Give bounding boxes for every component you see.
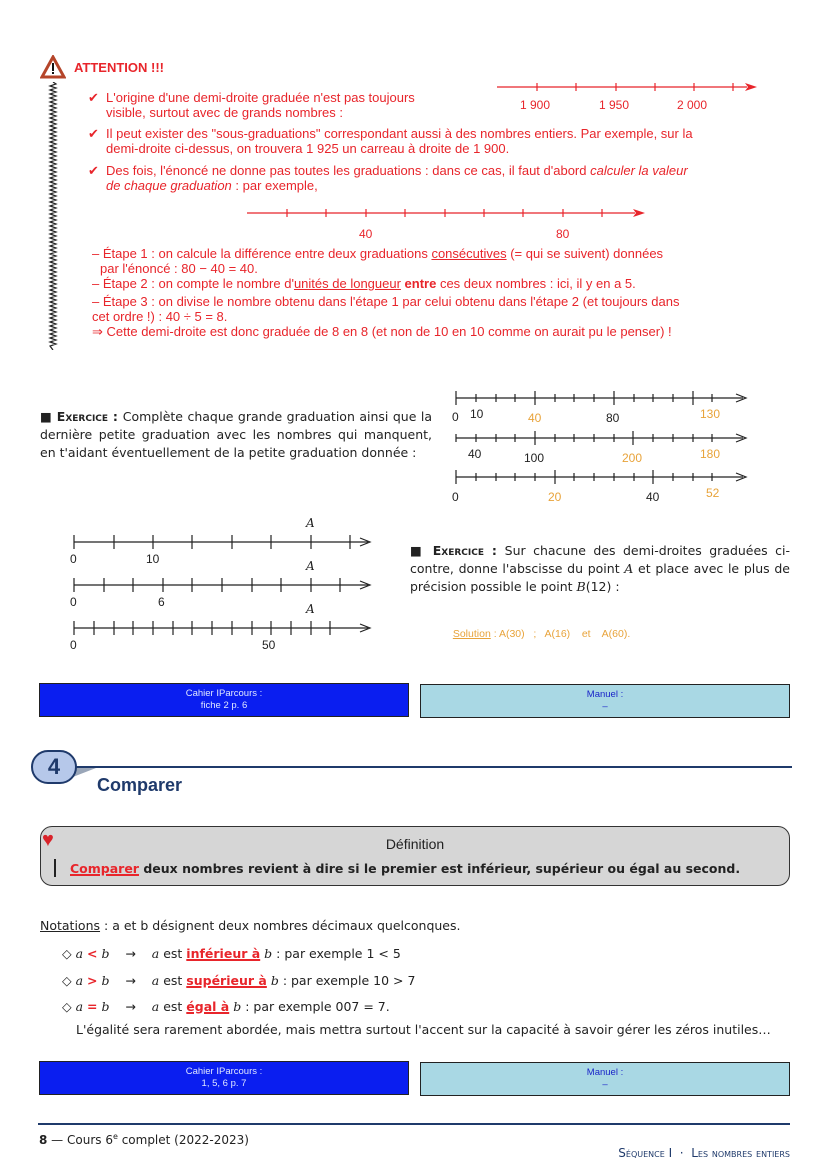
cahier-reference-box: Cahier IParcours : fiche 2 p. 6 xyxy=(39,683,409,717)
notations-intro: Notations : a et b désignent deux nombres décimaux quelconques. xyxy=(40,918,461,933)
attention-steps: – Étape 1 : on calcule la différence entre deux graduations consécutives (= qui se suivent) données par l'énoncé : 80 − 40 = 40. – Étape 2 : on compte le nombre d'unités de longueur entre ces deux nombres : ici, il y en a 5. – Étape 3 : on divise le nombre obtenu dans l'étape 1 par celui obtenu dans l'étape 2 (et toujours dans cet ordre !) : 40 ÷ 5 = 8. ⇒ Cette demi-droite est donc graduée de 8 en 8 (et non de 10 en 10 comme on aurait pu le penser) ! xyxy=(92,246,680,339)
check-icon: ✔ xyxy=(88,90,99,105)
wavy-margin-line xyxy=(48,82,58,350)
check-icon: ✔ xyxy=(88,163,99,178)
point-a-label: A xyxy=(306,602,315,616)
attention-bullet-1: L'origine d'une demi-droite graduée n'est pas toujours visible, surtout avec de grands nombres : xyxy=(106,90,415,120)
line-label: 2 000 xyxy=(677,98,708,112)
line-label: 80 xyxy=(556,227,570,241)
attention-bullet-2: Il peut exister des "sous-graduations" correspondant aussi à des nombres entiers. Par exemple, sur la demi-droite ci-dessus, on trouvera 1 925 un carreau à droite de 1 900. xyxy=(106,126,693,156)
red-number-line-1 xyxy=(495,79,760,112)
line-label: 100 xyxy=(524,451,545,465)
line-label: 1 950 xyxy=(599,98,630,112)
line-label: 80 xyxy=(606,411,620,425)
section-number-badge: 4 xyxy=(31,750,77,784)
line-label: 10 xyxy=(470,407,484,421)
line-label: 6 xyxy=(158,595,165,609)
line-label: 0 xyxy=(70,552,77,566)
line-label: 1 900 xyxy=(520,98,551,112)
manuel-reference-box: Manuel : – xyxy=(420,684,790,718)
footer-divider xyxy=(38,1123,790,1125)
line-label: 200 xyxy=(622,451,643,465)
footer-left: 8 — Cours 6e complet (2022-2023) xyxy=(39,1132,249,1147)
line-label: 0 xyxy=(452,410,459,424)
cahier-reference-box: Cahier IParcours : 1, 5, 6 p. 7 xyxy=(39,1061,409,1095)
line-label: 0 xyxy=(70,638,77,652)
line-label: 0 xyxy=(452,490,459,504)
attention-title: ATTENTION !!! xyxy=(74,60,165,75)
heart-icon: ♥ xyxy=(42,829,54,851)
exercise-2-solution: Solution : A(30) ; A(16) et A(60). xyxy=(452,628,631,640)
exercise-2-text: ■ Exercice : Sur chacune des demi-droites graduées ci-contre, donne l'abscisse du point A et place avec le plus de précision possible le point B(12) : xyxy=(410,543,790,594)
point-a-label: A xyxy=(306,559,315,573)
notation-item: ◇ a > b → a est supérieur à b : par exemple 10 > 7 xyxy=(62,973,416,988)
line-label: 40 xyxy=(646,490,660,504)
notation-item: ◇ a = b → a est égal à b : par exemple 007 = 7. xyxy=(62,999,390,1014)
line-label: 10 xyxy=(146,552,160,566)
line-label: 50 xyxy=(262,638,276,652)
line-label: 0 xyxy=(70,595,77,609)
line-label: 52 xyxy=(706,486,720,500)
check-icon: ✔ xyxy=(88,126,99,141)
definition-title: Définition xyxy=(385,836,445,852)
line-label: 130 xyxy=(700,407,721,421)
notations-note: L'égalité sera rarement abordée, mais mettra surtout l'accent sur la capacité à savoir gérer les zéros inutiles… xyxy=(76,1022,771,1037)
red-number-line-2 xyxy=(245,205,650,241)
exercise-2-number-lines xyxy=(70,514,380,654)
attention-bullet-3: Des fois, l'énoncé ne donne pas toutes les graduations : dans ce cas, il faut d'abord calculer la valeur de chaque graduation : par exemple, xyxy=(106,163,688,193)
exercise-1-text: ■ Exercice : Complète chaque grande graduation ainsi que la dernière petite graduation avec les nombres qui manquent, en t'aidant éventuellement de la petite graduation donnée : xyxy=(40,409,433,460)
section-divider xyxy=(76,766,792,768)
warning-triangle-icon xyxy=(40,55,66,79)
line-label: 40 xyxy=(359,227,373,241)
line-label: 40 xyxy=(468,447,482,461)
line-label: 20 xyxy=(548,490,562,504)
manuel-reference-box: Manuel : – xyxy=(420,1062,790,1096)
line-label: 180 xyxy=(700,447,721,461)
definition-text: Comparer deux nombres revient à dire si le premier est inférieur, supérieur ou égal au second. xyxy=(70,861,741,876)
exercise-1-number-lines xyxy=(448,388,758,508)
point-a-label: A xyxy=(306,516,315,530)
definition-box xyxy=(40,826,790,886)
footer-right: Séquence I · Les nombres entiers xyxy=(618,1146,790,1160)
definition-bar xyxy=(54,859,56,877)
line-label: 40 xyxy=(528,411,542,425)
section-title: Comparer xyxy=(97,775,183,795)
notation-item: ◇ a < b → a est inférieur à b : par exemple 1 < 5 xyxy=(62,946,401,961)
